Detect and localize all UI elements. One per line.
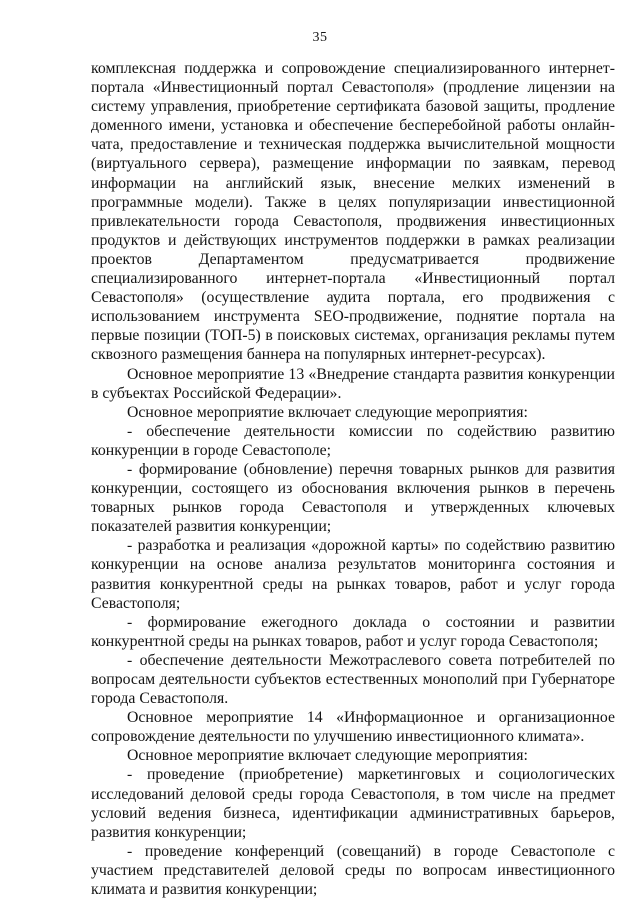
list-item-markets-list: - формирование (обновление) перечня товарных рынков для развития конкуренции, состоящего из обоснования включения рынков в перечень товарных рынков города Севастополя и утвержденных ключевых показателей развития конкуренции;	[91, 460, 615, 536]
document-body	[91, 59, 615, 899]
paragraph-activity-14-intro: Основное мероприятие включает следующие мероприятия:	[127, 747, 528, 765]
paragraph-portal-support: комплексная поддержка и сопровождение специализированного интернет-портала «Инвестиционный портал Севастополя» (продление лицензии на систему управления, приобретение сертификата базовой защиты, продление доменного имени, установка и обеспечение бесперебойной работы онлайн-чата, предоставление и техническая поддержка вычислительной мощности (виртуального сервера), размещение информации по заявкам, перевод информации на английский язык, внесение мелких изменений в программные модели). Также в целях популяризации инвестиционной привлекательности города Севастополя, продвижения инвестиционных продуктов и действующих инструментов поддержки в рамках реализации проектов Департаментом предусматривается продвижение специализированного интернет-портала «Инвестиционный портал Севастополя» (осуществление аудита портала, его продвижения с использованием инструмента SEO-продвижение, поднятие портала на первые позиции (ТОП-5) в поисковых системах, организация рекламы путем сквозного размещения баннера на популярных интернет-ресурсах).	[91, 60, 615, 364]
list-item-research: - проведение (приобретение) маркетинговых и социологических исследований деловой среды города Севастополя, в том числе на предмет условий ведения бизнеса, идентификации административных барьеров, развития конкуренции;	[91, 766, 615, 841]
list-item-consumer-council: - обеспечение деятельности Межотраслевого совета потребителей по вопросам деятельности субъектов естественных монополий при Губернаторе города Севастополя.	[91, 651, 615, 708]
list-item-commission: - обеспечение деятельности комиссии по содействию развитию конкуренции в городе Севастополе;	[91, 422, 615, 459]
paragraph-activity-13-title: Основное мероприятие 13 «Внедрение стандарта развития конкуренции в субъектах Российской Федерации».	[91, 365, 615, 402]
paragraph-activity-14-title: Основное мероприятие 14 «Информационное и организационное сопровождение деятельности по улучшению инвестиционного климата».	[91, 709, 615, 746]
list-item-roadmap: - разработка и реализация «дорожной карты» по содействию развитию конкуренции на основе анализа результатов мониторинга состояния и развития конкурентной среды на рынках товаров, работ и услуг города Севастополя;	[91, 537, 615, 612]
page-number: 35	[312, 30, 328, 45]
list-item-annual-report: - формирование ежегодного доклада о состоянии и развитии конкурентной среды на рынках товаров, работ и услуг города Севастополя;	[91, 613, 615, 650]
list-item-conferences: - проведение конференций (совещаний) в городе Севастополе с участием представителей деловой среды по вопросам инвестиционного климата и развития конкуренции;	[91, 842, 615, 899]
paragraph-activity-13-intro: Основное мероприятие включает следующие мероприятия:	[127, 403, 528, 421]
